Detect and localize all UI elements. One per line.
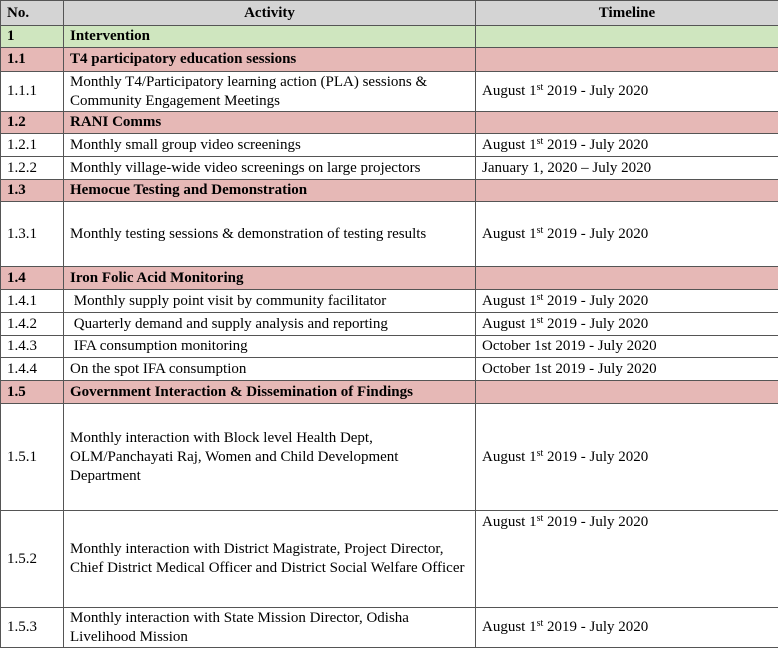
section-row xyxy=(1,48,778,72)
table-row xyxy=(1,202,778,267)
timeline-start: October 1st 2019 - July 2020 xyxy=(482,360,657,377)
section-row xyxy=(1,381,778,404)
header-no: No. xyxy=(1,1,64,26)
row-timeline xyxy=(476,404,778,511)
ordinal-suffix: st xyxy=(536,82,544,93)
table-row xyxy=(1,511,778,608)
timeline-end: 2019 - July 2020 xyxy=(543,448,649,465)
section-row xyxy=(1,112,778,134)
row-timeline xyxy=(476,381,778,404)
row-number: 1.2.2 xyxy=(1,157,64,180)
ordinal-suffix: st xyxy=(536,618,544,629)
timeline-start: August 1 xyxy=(482,315,537,332)
row-timeline xyxy=(476,336,778,358)
timeline-start: October 1st 2019 - July 2020 xyxy=(482,338,657,354)
row-timeline xyxy=(476,180,778,202)
ordinal-suffix: st xyxy=(536,224,544,236)
row-activity: Monthly interaction with State Mission Director, Odisha Livelihood Mission xyxy=(64,608,476,648)
row-number: 1.2.1 xyxy=(1,134,64,157)
row-activity: Intervention xyxy=(64,26,476,48)
timeline-start: January 1, 2020 – July 2020 xyxy=(482,159,652,176)
timeline-end: 2019 - July 2020 xyxy=(543,225,649,242)
row-timeline xyxy=(476,134,778,157)
row-timeline xyxy=(476,608,778,648)
timeline-end: 2019 - July 2020 xyxy=(543,514,649,530)
row-activity: Monthly T4/Participatory learning action (PLA) sessions & Community Engagement Meetings xyxy=(64,72,476,112)
timeline-end: 2019 - July 2020 xyxy=(543,136,649,153)
section-row xyxy=(1,267,778,290)
row-timeline xyxy=(476,202,778,267)
row-number: 1.5.1 xyxy=(1,404,64,511)
row-activity: Monthly interaction with Block level Health Dept, OLM/Panchayati Raj, Women and Child Development Department xyxy=(64,404,476,511)
row-activity: Iron Folic Acid Monitoring xyxy=(64,267,476,290)
row-timeline xyxy=(476,358,778,381)
table-row xyxy=(1,336,778,358)
ordinal-suffix: st xyxy=(536,513,544,524)
row-activity: Government Interaction & Dissemination of Findings xyxy=(64,381,476,404)
section-row xyxy=(1,180,778,202)
ordinal-suffix: st xyxy=(536,314,544,326)
row-activity: Monthly village-wide video screenings on large projectors xyxy=(64,157,476,180)
row-activity: IFA consumption monitoring xyxy=(64,336,476,358)
header-activity: Activity xyxy=(64,1,476,26)
row-timeline xyxy=(476,112,778,134)
timeline-end: 2019 - July 2020 xyxy=(543,292,649,309)
table-row xyxy=(1,157,778,180)
timeline-end: 2019 - July 2020 xyxy=(543,315,649,332)
timeline-start: August 1 xyxy=(482,83,537,99)
row-number: 1.3 xyxy=(1,180,64,202)
row-timeline xyxy=(476,48,778,72)
row-activity: Hemocue Testing and Demonstration xyxy=(64,180,476,202)
row-timeline xyxy=(476,72,778,112)
row-activity: Monthly supply point visit by community facilitator xyxy=(64,290,476,313)
row-timeline xyxy=(476,267,778,290)
row-number: 1.1 xyxy=(1,48,64,72)
timeline-start: August 1 xyxy=(482,225,537,242)
table-row xyxy=(1,72,778,112)
row-activity: Monthly small group video screenings xyxy=(64,134,476,157)
table-row xyxy=(1,290,778,313)
ordinal-suffix: st xyxy=(536,291,544,303)
header-row xyxy=(1,1,778,26)
table-row xyxy=(1,608,778,648)
timeline-start: August 1 xyxy=(482,448,537,465)
timeline-start: August 1 xyxy=(482,136,537,153)
row-number: 1.4.1 xyxy=(1,290,64,313)
ordinal-suffix: st xyxy=(536,447,544,459)
row-timeline xyxy=(476,511,778,608)
timeline-end: 2019 - July 2020 xyxy=(543,619,649,635)
ordinal-suffix: st xyxy=(536,135,544,147)
row-activity: Monthly interaction with District Magistrate, Project Director, Chief District Medical Officer and District Social Welfare Officer xyxy=(64,511,476,608)
section-row xyxy=(1,26,778,48)
header-timeline: Timeline xyxy=(476,1,778,26)
row-number: 1 xyxy=(1,26,64,48)
row-number: 1.3.1 xyxy=(1,202,64,267)
row-timeline xyxy=(476,26,778,48)
timeline-start: August 1 xyxy=(482,292,537,309)
row-number: 1.4 xyxy=(1,267,64,290)
row-timeline xyxy=(476,157,778,180)
row-activity: Quarterly demand and supply analysis and reporting xyxy=(64,313,476,336)
row-number: 1.4.2 xyxy=(1,313,64,336)
row-number: 1.2 xyxy=(1,112,64,134)
table-row xyxy=(1,313,778,336)
table-row xyxy=(1,358,778,381)
table-row xyxy=(1,404,778,511)
row-timeline xyxy=(476,290,778,313)
row-timeline xyxy=(476,313,778,336)
timeline-start: August 1 xyxy=(482,514,537,530)
row-number: 1.4.3 xyxy=(1,336,64,358)
table-row xyxy=(1,134,778,157)
timeline-start: August 1 xyxy=(482,619,537,635)
row-number: 1.5 xyxy=(1,381,64,404)
row-number: 1.4.4 xyxy=(1,358,64,381)
row-activity: T4 participatory education sessions xyxy=(64,48,476,72)
row-activity: Monthly testing sessions & demonstration of testing results xyxy=(64,202,476,267)
row-number: 1.5.2 xyxy=(1,511,64,608)
timeline-end: 2019 - July 2020 xyxy=(543,83,649,99)
row-number: 1.5.3 xyxy=(1,608,64,648)
row-activity: RANI Comms xyxy=(64,112,476,134)
row-activity: On the spot IFA consumption xyxy=(64,358,476,381)
row-number: 1.1.1 xyxy=(1,72,64,112)
